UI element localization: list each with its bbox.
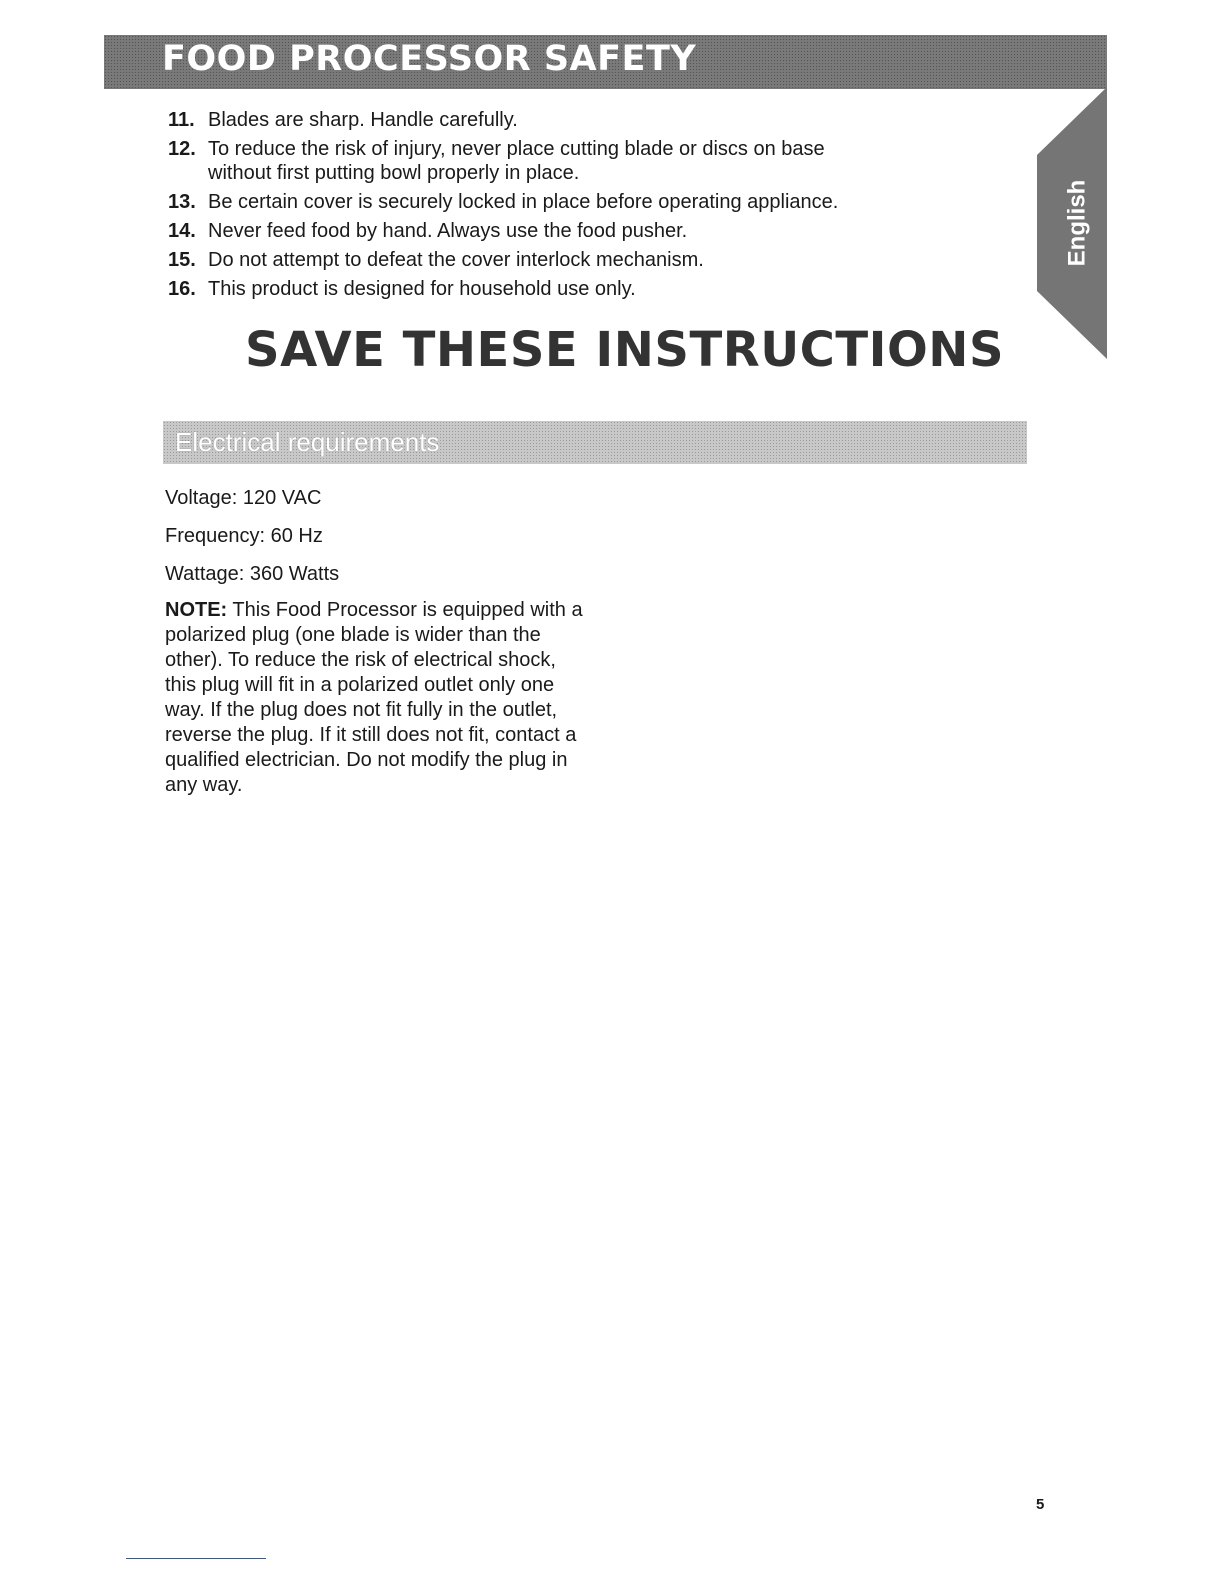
section-header-bar <box>163 421 1027 464</box>
item-text: Never feed food by hand. Always use the food pusher. <box>208 220 688 242</box>
list-item <box>168 219 888 243</box>
frequency-spec: Frequency: 60 Hz <box>165 525 323 547</box>
item-text: Blades are sharp. Handle carefully. <box>208 109 518 131</box>
item-number: 15. <box>168 249 196 271</box>
item-text: Be certain cover is securely locked in place before operating appliance. <box>208 191 839 213</box>
item-number: 11. <box>168 109 195 131</box>
section-title: Electrical requirements <box>175 427 440 457</box>
note-paragraph <box>165 598 583 798</box>
item-number: 12. <box>168 138 196 160</box>
voltage-spec: Voltage: 120 VAC <box>165 487 322 509</box>
safety-list <box>168 108 888 306</box>
page-number: 5 <box>1036 1496 1045 1513</box>
wattage-spec: Wattage: 360 Watts <box>165 563 340 585</box>
item-text: This product is designed for household use only. <box>208 278 636 300</box>
item-number: 16. <box>168 278 196 300</box>
item-number: 14. <box>168 220 196 242</box>
banner-title: FOOD PROCESSOR SAFETY <box>162 39 697 79</box>
item-text: To reduce the risk of injury, never place cutting blade or discs on base without first putting bowl properly in place. <box>208 138 825 184</box>
save-instructions-heading: SAVE THESE INSTRUCTIONS <box>245 322 1005 378</box>
item-number: 13. <box>168 191 196 213</box>
list-item <box>168 248 888 272</box>
section-banner <box>104 35 1107 89</box>
language-tab <box>1037 87 1107 359</box>
list-item <box>168 108 888 132</box>
item-text: Do not attempt to defeat the cover interlock mechanism. <box>208 249 704 271</box>
list-item <box>168 190 888 214</box>
footer-rule <box>126 1558 266 1559</box>
language-tab-label: English <box>1063 179 1091 267</box>
note-text: This Food Processor is equipped with a polarized plug (one blade is wider than the other). To reduce the risk of electrical shock, this plug will fit in a polarized outlet only one way. If the plug does not fit fully in the outlet, reverse the plug. If it still does not fit, contact a qualified electrician. Do not modify the plug in any way. <box>165 599 583 796</box>
list-item <box>168 277 888 301</box>
note-label: NOTE: <box>165 599 228 621</box>
list-item <box>168 137 888 185</box>
